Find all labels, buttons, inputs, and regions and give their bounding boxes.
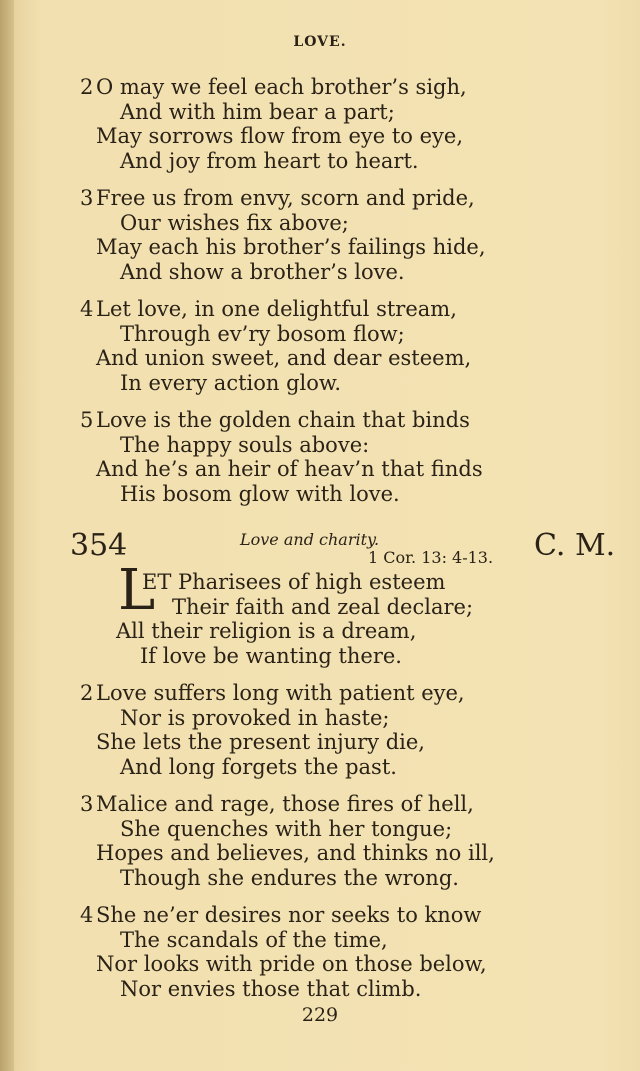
verse-line: Nor looks with pride on those below, (96, 952, 487, 976)
hymn-meter: C. M. (534, 528, 616, 563)
verse-4 (80, 297, 472, 395)
verse-line: And long forgets the past. (120, 754, 397, 779)
verse-number: 3 (80, 186, 94, 210)
hymn-verse-3 (80, 792, 495, 890)
verse-line: And he’s an heir of heav’n that finds (96, 457, 483, 481)
verse-line: Let love, in one delightful stream, (96, 297, 457, 321)
verse-line: In every action glow. (120, 370, 342, 395)
verse-line: Nor envies those that climb. (120, 976, 422, 1001)
verse-line: Nor is provoked in haste; (120, 705, 390, 730)
verse-line: The happy souls above: (120, 432, 370, 457)
verse-line: All their religion is a dream, (116, 619, 417, 643)
verse-line: Their faith and zeal declare; (172, 594, 474, 619)
verse-line: Hopes and believes, and thinks no ill, (96, 841, 495, 865)
hymn-verse-2 (80, 681, 465, 779)
verse-line: She quenches with her tongue; (120, 816, 453, 841)
verse-line: O may we feel each brother’s sigh, (96, 75, 467, 99)
verse-line: And with him bear a part; (120, 99, 395, 124)
book-spine-edge (0, 0, 14, 1071)
verse-line: May each his brother’s failings hide, (96, 235, 486, 259)
verse-5 (80, 408, 483, 506)
hymn-verse-1 (116, 570, 473, 668)
hymn-verse-4 (80, 903, 487, 1001)
verse-line: And joy from heart to heart. (120, 148, 419, 173)
verse-line: His bosom glow with love. (120, 481, 400, 506)
verse-line: Our wishes fix above; (120, 210, 349, 235)
verse-number: 3 (80, 792, 94, 816)
verse-number: 4 (80, 297, 94, 321)
verse-line: Free us from envy, scorn and pride, (96, 186, 475, 210)
verse-line: She ne’er desires nor seeks to know (96, 903, 482, 927)
verse-line: And union sweet, and dear esteem, (96, 346, 472, 370)
verse-number: 4 (80, 903, 94, 927)
verse-3 (80, 186, 486, 284)
verse-number: 5 (80, 408, 94, 432)
verse-line: If love be wanting there. (140, 643, 402, 668)
verse-line: Love is the golden chain that binds (96, 408, 470, 432)
verse-line: May sorrows flow from eye to eye, (96, 124, 464, 148)
verse-line: Through ev’ry bosom flow; (120, 321, 405, 346)
verse-line: ET Pharisees of high esteem (142, 570, 446, 594)
verse-line: Though she endures the wrong. (120, 865, 459, 890)
scripture-reference: 1 Cor. 13: 4-13. (368, 548, 494, 567)
verse-2 (80, 75, 467, 173)
hymn-number: 354 (70, 528, 128, 563)
verse-line: She lets the present injury die, (96, 730, 425, 754)
page-header: LOVE. (293, 34, 347, 50)
verse-line: Malice and rage, those fires of hell, (96, 792, 474, 816)
page-number: 229 (301, 1004, 339, 1026)
verse-line: Love suffers long with patient eye, (96, 681, 465, 705)
verse-line: And show a brother’s love. (120, 259, 405, 284)
verse-number: 2 (80, 681, 94, 705)
hymn-title: Love and charity. (240, 530, 380, 549)
verse-line: The scandals of the time, (120, 927, 388, 952)
drop-cap: L (118, 558, 156, 623)
verse-number: 2 (80, 75, 94, 99)
